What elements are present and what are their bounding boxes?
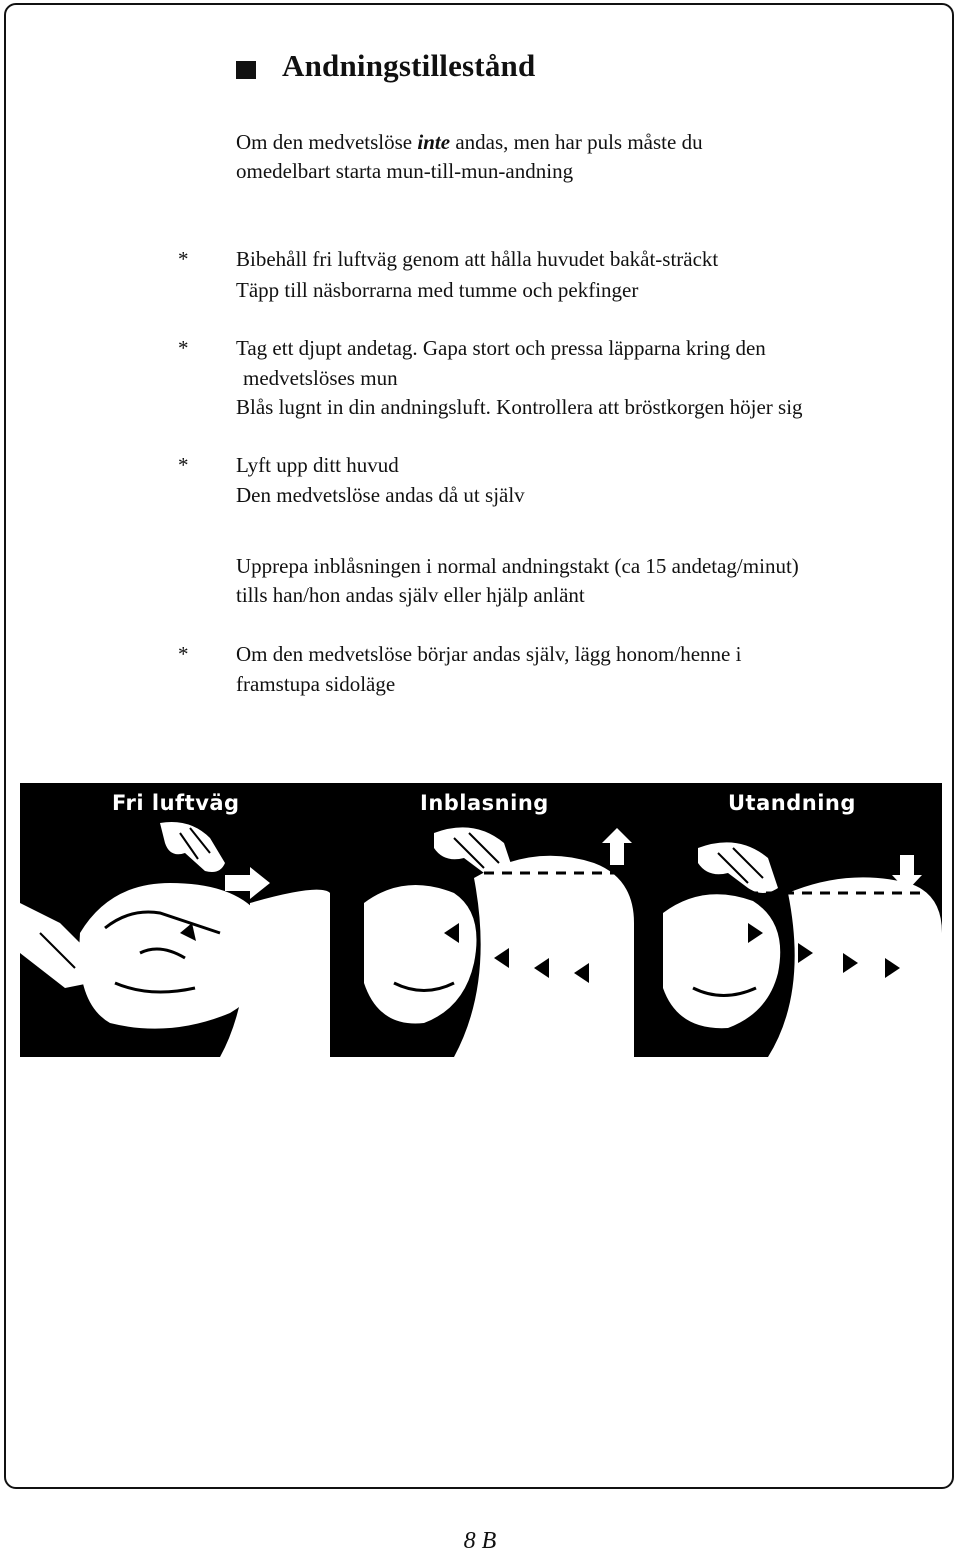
heading-text: Andningstillestånd (282, 48, 536, 83)
panel-utandning (638, 783, 942, 1057)
step-4-line-1: Upprepa inblåsningen i normal andningstakt (ca 15 andetag/minut) (236, 554, 799, 578)
panel-title-1: Fri luftväg (112, 791, 240, 815)
step-3-marker: * (178, 453, 189, 477)
section-heading (236, 48, 535, 84)
exhalation-illustration (638, 783, 942, 1057)
intro-text-b: andas, men har puls måste du (450, 130, 703, 154)
inflation-illustration (334, 783, 634, 1057)
step-5-marker: * (178, 642, 189, 666)
step-2-line-3: Blås lugnt in din andningsluft. Kontrollera att bröstkorgen höjer sig (236, 395, 803, 419)
intro-line-1 (236, 128, 703, 157)
step-1-line-2: Täpp till näsborrarna med tumme och pekfinger (236, 278, 639, 302)
page-number: 8 B (463, 1528, 497, 1554)
page-frame (4, 3, 954, 1489)
intro-emphasis: inte (417, 130, 451, 154)
step-5-line-2: framstupa sidoläge (236, 672, 396, 696)
square-bullet-icon (236, 61, 256, 79)
panel-title-3: Utandning (728, 791, 856, 815)
step-3-line-2: Den medvetslöse andas då ut själv (236, 483, 525, 507)
panel-fri-luftvag (20, 783, 330, 1057)
step-2-line-1: Tag ett djupt andetag. Gapa stort och pressa läpparna kring den (236, 336, 766, 360)
intro-line-2: omedelbart starta mun-till-mun-andning (236, 159, 574, 183)
step-1-marker: * (178, 247, 189, 271)
step-4-line-2: tills han/hon andas själv eller hjälp anlänt (236, 583, 585, 607)
step-3-line-1: Lyft upp ditt huvud (236, 453, 399, 477)
airway-illustration (20, 783, 330, 1057)
intro-text-a: Om den medvetslöse (236, 130, 418, 154)
panel-inblasning (334, 783, 634, 1057)
step-1-line-1: Bibehåll fri luftväg genom att hålla huvudet bakåt-sträckt (236, 247, 719, 271)
illustration-strip (20, 783, 942, 1057)
step-5-line-1: Om den medvetslöse börjar andas själv, lägg honom/henne i (236, 642, 742, 666)
panel-title-2: Inblasning (420, 791, 549, 815)
step-2-line-2: medvetslöses mun (243, 366, 398, 390)
step-2-marker: * (178, 336, 189, 360)
